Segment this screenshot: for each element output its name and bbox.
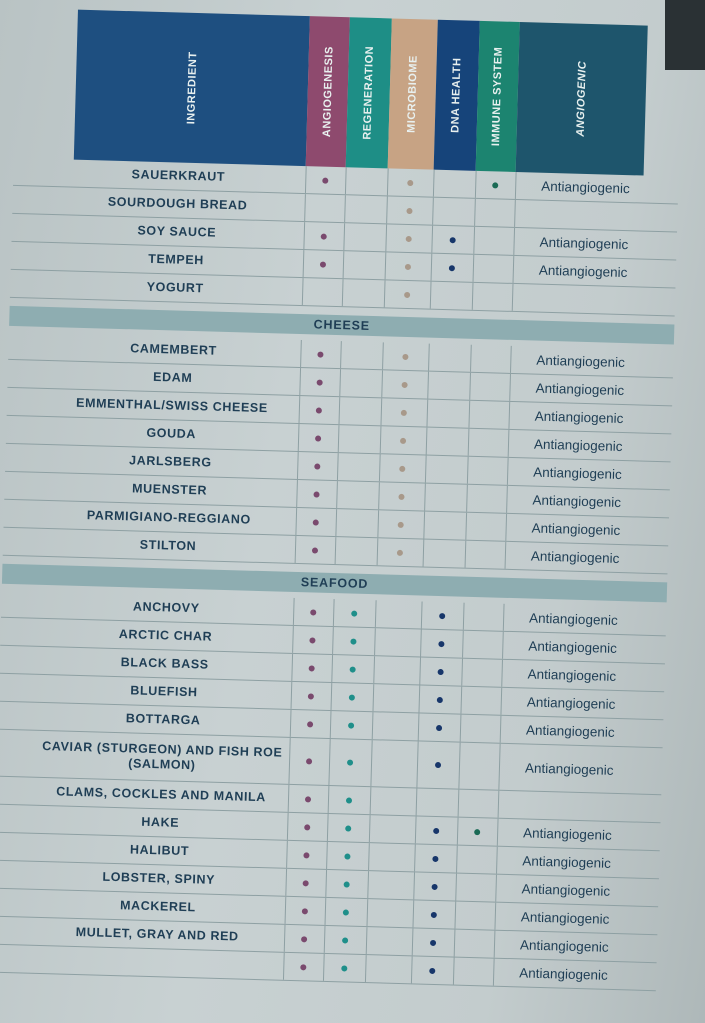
angiogenesis-dot [303, 852, 309, 858]
ingredient-name: TEMPEH [148, 251, 205, 268]
column-divider [373, 684, 375, 711]
column-divider [324, 926, 326, 953]
column-divider [462, 631, 464, 658]
column-divider [384, 280, 386, 307]
dna-health-dot [432, 855, 438, 861]
column-divider [463, 603, 465, 630]
column-divider [465, 541, 467, 568]
column-divider [370, 787, 372, 814]
column-divider [418, 685, 420, 712]
column-divider [325, 898, 327, 925]
angiogenic-value: Antiangiogenic [519, 965, 609, 983]
column-divider [288, 785, 290, 812]
column-divider [305, 166, 307, 193]
column-divider [465, 513, 467, 540]
column-divider [498, 744, 500, 790]
angiogenesis-dot [303, 880, 309, 886]
regeneration-dot [349, 694, 355, 700]
column-divider [335, 509, 337, 536]
ingredient-name: SOY SAUCE [137, 223, 217, 240]
dna-health-dot [435, 762, 441, 768]
column-divider [295, 508, 297, 535]
header-dna-health-label: DNA HEALTH [449, 57, 464, 134]
angiogenic-value: Antiangiogenic [539, 234, 629, 253]
ingredient-name: MACKEREL [119, 898, 196, 915]
microbiome-dot [402, 381, 408, 387]
column-divider [303, 222, 305, 249]
column-divider [505, 542, 507, 569]
column-divider [323, 954, 325, 981]
food-table [0, 8, 683, 991]
column-divider [412, 928, 414, 955]
column-divider [431, 226, 433, 253]
angiogenic-value: Antiangiogenic [521, 881, 611, 899]
angiogenesis-dot [300, 964, 306, 970]
column-divider [299, 368, 301, 395]
section-title: SEAFOOD [300, 575, 369, 592]
column-divider [433, 170, 435, 197]
angiogenesis-dot [312, 547, 318, 553]
column-divider [380, 426, 382, 453]
header-ingredient [74, 10, 310, 166]
column-divider [494, 931, 496, 958]
column-divider [458, 743, 460, 789]
column-divider [385, 224, 387, 251]
ingredient-name: YOGURT [146, 279, 204, 296]
column-divider [338, 425, 340, 452]
column-divider [430, 282, 432, 309]
immune-system-dot [474, 829, 480, 835]
column-divider [377, 538, 379, 565]
column-divider [331, 655, 333, 682]
ingredient-name: BLUEFISH [130, 683, 198, 700]
column-divider [454, 930, 456, 957]
header-angiogenic [516, 22, 648, 176]
column-divider [367, 899, 369, 926]
column-divider [427, 372, 429, 399]
table-body [0, 158, 679, 991]
column-divider [365, 955, 367, 982]
column-divider [387, 168, 389, 195]
dna-health-dot [429, 967, 435, 973]
angiogenesis-dot [301, 936, 307, 942]
column-divider [425, 456, 427, 483]
angiogenic-value: Antiangiogenic [541, 178, 630, 197]
angiogenic-value: Antiangiogenic [519, 937, 609, 955]
column-divider [293, 598, 295, 625]
column-divider [377, 510, 379, 537]
column-divider [424, 484, 426, 511]
column-divider [506, 486, 508, 513]
angiogenesis-dot [308, 693, 314, 699]
dna-health-dot [436, 724, 442, 730]
column-divider [460, 715, 462, 742]
column-divider [335, 537, 337, 564]
ingredient-name: CLAMS, COCKLES AND MANILA [56, 784, 267, 805]
column-divider [413, 872, 415, 899]
ingredient-name: HAKE [141, 814, 180, 830]
angiogenic-value: Antiangiogenic [532, 492, 622, 511]
column-divider [381, 370, 383, 397]
header-microbiome-label: MICROBIOME [405, 55, 420, 134]
microbiome-dot [404, 291, 410, 297]
microbiome-dot [401, 409, 407, 415]
column-divider [501, 660, 503, 687]
column-divider [454, 902, 456, 929]
column-divider [297, 452, 299, 479]
column-divider [344, 195, 346, 222]
angiogenesis-dot [321, 233, 327, 239]
header-angiogenic-label: ANGIOGENIC [574, 60, 589, 137]
regeneration-dot [344, 881, 350, 887]
column-divider [416, 741, 418, 787]
column-divider [428, 344, 430, 371]
regeneration-dot [347, 759, 353, 765]
angiogenesis-dot [306, 758, 312, 764]
column-divider [461, 659, 463, 686]
microbiome-dot [406, 235, 412, 241]
angiogenic-value: Antiangiogenic [528, 638, 618, 656]
column-divider [496, 847, 498, 874]
angiogenesis-dot [307, 721, 313, 727]
regeneration-dot [341, 965, 347, 971]
header-immune-system-label: IMMUNE SYSTEM [490, 46, 506, 147]
angiogenesis-dot [304, 824, 310, 830]
microbiome-dot [398, 493, 404, 499]
column-divider [385, 252, 387, 279]
angiogenic-value: Antiangiogenic [535, 380, 625, 399]
microbiome-dot [400, 437, 406, 443]
angiogenic-value: Antiangiogenic [536, 352, 626, 371]
header-angiogenesis [306, 16, 350, 167]
column-divider [327, 814, 329, 841]
column-divider [502, 632, 504, 659]
column-divider [515, 172, 517, 199]
ingredient-name: STILTON [139, 537, 197, 554]
angiogenic-value: Antiangiogenic [527, 666, 617, 684]
angiogenic-value: Antiangiogenic [531, 520, 621, 539]
angiogenic-value: Antiangiogenic [525, 722, 615, 740]
dna-health-dot [432, 883, 438, 889]
column-divider [343, 223, 345, 250]
dna-health-dot [431, 911, 437, 917]
column-divider [303, 250, 305, 277]
column-divider [508, 402, 510, 429]
column-divider [287, 813, 289, 840]
column-divider [288, 738, 290, 784]
ingredient-name: ANCHOVY [132, 599, 200, 616]
ingredient-name: EMMENTHAL/SWISS CHEESE [75, 395, 268, 416]
column-divider [285, 897, 287, 924]
column-divider [378, 482, 380, 509]
angiogenesis-dot [305, 796, 311, 802]
ingredient-name: SAUERKRAUT [131, 167, 226, 184]
column-divider [470, 345, 472, 372]
microbiome-dot [399, 465, 405, 471]
header-angiogenesis-label: ANGIOGENESIS [320, 46, 336, 138]
column-divider [332, 627, 334, 654]
angiogenesis-dot [317, 351, 323, 357]
angiogenesis-dot [309, 637, 315, 643]
column-divider [372, 712, 374, 739]
column-divider [340, 341, 342, 368]
angiogenic-value: Antiangiogenic [538, 262, 628, 281]
column-divider [291, 682, 293, 709]
ingredient-name: PARMIGIANO-REGGIANO [86, 508, 251, 527]
column-divider [328, 739, 330, 785]
column-divider [495, 875, 497, 902]
column-divider [304, 194, 306, 221]
regeneration-dot [350, 666, 356, 672]
column-divider [373, 656, 375, 683]
ingredient-name: LOBSTER, SPINY [102, 869, 216, 887]
column-divider [472, 283, 474, 310]
column-divider [336, 481, 338, 508]
column-divider [337, 453, 339, 480]
column-divider [466, 485, 468, 512]
column-divider [497, 819, 499, 846]
column-divider [509, 374, 511, 401]
column-divider [426, 400, 428, 427]
ingredient-name: BOTTARGA [125, 711, 201, 728]
column-divider [369, 815, 371, 842]
header-microbiome [388, 18, 438, 169]
column-divider [326, 842, 328, 869]
column-divider [328, 786, 330, 813]
column-divider [474, 199, 476, 226]
column-divider [500, 688, 502, 715]
dna-health-dot [430, 939, 436, 945]
dna-health-dot [438, 668, 444, 674]
column-divider [302, 278, 304, 305]
ingredient-name: JARLSBERG [128, 453, 212, 470]
column-divider [457, 818, 459, 845]
column-divider [513, 228, 515, 255]
column-divider [412, 900, 414, 927]
column-divider [411, 956, 413, 983]
column-divider [473, 255, 475, 282]
angiogenic-value: Antiangiogenic [520, 909, 610, 927]
column-divider [507, 458, 509, 485]
angiogenesis-dot [317, 379, 323, 385]
column-divider [367, 871, 369, 898]
microbiome-dot [402, 353, 408, 359]
column-divider [426, 428, 428, 455]
column-divider [419, 657, 421, 684]
column-divider [325, 870, 327, 897]
angiogenesis-dot [302, 908, 308, 914]
column-divider [423, 540, 425, 567]
angiogenic-value: Antiangiogenic [528, 610, 618, 628]
dna-health-dot [438, 640, 444, 646]
regeneration-dot [348, 722, 354, 728]
column-divider [510, 346, 512, 373]
column-divider [513, 256, 515, 283]
column-divider [292, 626, 294, 653]
angiogenesis-dot [316, 407, 322, 413]
dna-health-dot [450, 237, 456, 243]
column-divider [420, 629, 422, 656]
column-divider [285, 869, 287, 896]
angiogenesis-dot [310, 609, 316, 615]
column-divider [283, 953, 285, 980]
column-divider [455, 874, 457, 901]
angiogenesis-dot [320, 261, 326, 267]
column-divider [343, 251, 345, 278]
angiogenesis-dot [315, 435, 321, 441]
column-divider [458, 790, 460, 817]
column-divider [368, 843, 370, 870]
regeneration-dot [351, 610, 357, 616]
regeneration-dot [345, 825, 351, 831]
column-divider [453, 958, 455, 985]
header-regeneration [346, 17, 392, 168]
column-divider [423, 512, 425, 539]
microbiome-dot [405, 263, 411, 269]
column-divider [286, 841, 288, 868]
angiogenic-value: Antiangiogenic [526, 694, 616, 712]
column-divider [339, 369, 341, 396]
column-divider [418, 713, 420, 740]
dna-health-dot [433, 827, 439, 833]
regeneration-dot [344, 853, 350, 859]
column-divider [331, 683, 333, 710]
ingredient-name: GOUDA [146, 425, 197, 442]
column-divider [503, 604, 505, 631]
column-divider [342, 279, 344, 306]
column-divider [382, 342, 384, 369]
column-divider [493, 959, 495, 986]
column-divider [508, 430, 510, 457]
column-divider [366, 927, 368, 954]
column-divider [345, 167, 347, 194]
column-divider [284, 925, 286, 952]
column-divider [473, 227, 475, 254]
column-divider [468, 401, 470, 428]
angiogenic-value: Antiangiogenic [530, 548, 620, 567]
column-divider [379, 454, 381, 481]
ingredient-name: CAMEMBERT [130, 341, 218, 358]
angiogenic-value: Antiangiogenic [524, 759, 614, 778]
angiogenic-value: Antiangiogenic [522, 825, 612, 843]
column-divider [339, 397, 341, 424]
column-divider [295, 536, 297, 563]
ingredient-name: SOURDOUGH BREAD [107, 194, 248, 213]
column-divider [456, 846, 458, 873]
column-divider [296, 480, 298, 507]
column-divider [380, 398, 382, 425]
microbiome-dot [407, 179, 413, 185]
microbiome-dot [398, 521, 404, 527]
column-divider [290, 710, 292, 737]
column-divider [468, 429, 470, 456]
column-divider [375, 600, 377, 627]
column-divider [299, 396, 301, 423]
angiogenesis-dot [313, 491, 319, 497]
section-title: CHEESE [313, 317, 371, 333]
ingredient-name: HALIBUT [129, 842, 190, 859]
angiogenic-value: Antiangiogenic [533, 464, 622, 483]
dna-health-dot [449, 265, 455, 271]
dna-health-dot [439, 612, 445, 618]
column-divider [475, 171, 477, 198]
angiogenesis-dot [313, 519, 319, 525]
regeneration-dot [346, 797, 352, 803]
header-ingredient-label: INGREDIENT [184, 51, 199, 125]
header-regeneration-label: REGENERATION [361, 45, 377, 140]
dna-health-dot [437, 696, 443, 702]
table-header [14, 8, 683, 177]
regeneration-dot [342, 937, 348, 943]
column-divider [421, 602, 423, 629]
column-divider [291, 654, 293, 681]
ingredient-name: CAVIAR (STURGEON) AND FISH ROE (SALMON) [42, 738, 283, 773]
column-divider [414, 844, 416, 871]
ingredient-name: ARCTIC CHAR [118, 627, 213, 644]
regeneration-dot [350, 638, 356, 644]
column-divider [386, 196, 388, 223]
column-divider [416, 788, 418, 815]
column-divider [333, 599, 335, 626]
column-divider [505, 514, 507, 541]
column-divider [500, 716, 502, 743]
ingredient-name: BLACK BASS [120, 655, 209, 672]
column-divider [514, 200, 516, 227]
column-divider [415, 816, 417, 843]
column-divider [431, 254, 433, 281]
column-divider [494, 903, 496, 930]
header-immune-system [476, 21, 520, 172]
column-divider [498, 791, 500, 818]
column-divider [512, 284, 514, 311]
column-divider [432, 198, 434, 225]
immune-system-dot [492, 182, 498, 188]
angiogenesis-dot [314, 463, 320, 469]
angiogenic-value: Antiangiogenic [522, 853, 612, 871]
angiogenic-value: Antiangiogenic [533, 436, 623, 455]
column-divider [330, 711, 332, 738]
column-divider [469, 373, 471, 400]
microbiome-dot [397, 549, 403, 555]
regeneration-dot [343, 909, 349, 915]
ingredient-name: EDAM [152, 369, 193, 386]
angiogenesis-dot [309, 665, 315, 671]
microbiome-dot [406, 207, 412, 213]
ingredient-name [31, 946, 282, 980]
ingredient-name: MULLET, GRAY AND RED [75, 924, 239, 944]
angiogenic-value: Antiangiogenic [534, 408, 624, 427]
column-divider [370, 740, 372, 786]
header-dna-health [434, 20, 480, 171]
column-divider [467, 457, 469, 484]
angiogenesis-dot [322, 177, 328, 183]
column-divider [300, 340, 302, 367]
column-divider [460, 687, 462, 714]
ingredient-name: MUENSTER [131, 481, 208, 498]
column-divider [298, 424, 300, 451]
column-divider [374, 628, 376, 655]
